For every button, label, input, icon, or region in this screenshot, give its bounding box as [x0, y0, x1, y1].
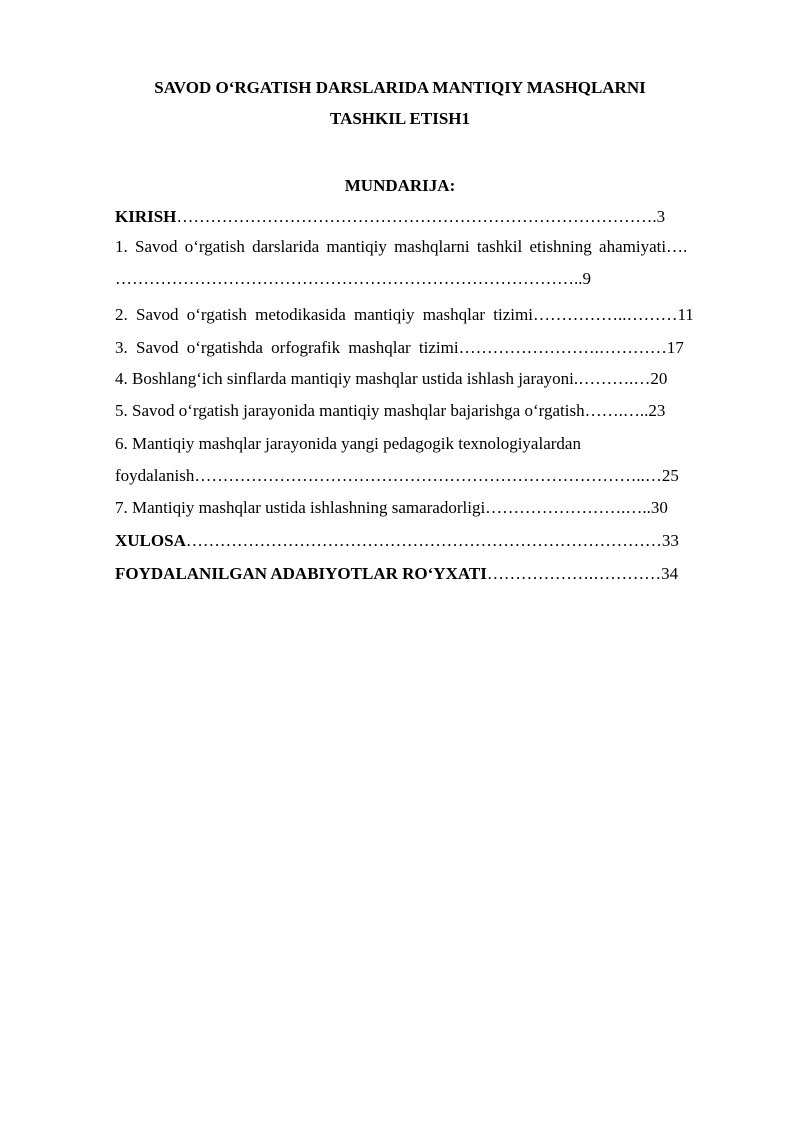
toc-page-number: 33 — [661, 531, 679, 550]
toc-entry-2 — [115, 303, 743, 327]
toc-entry-4 — [115, 367, 743, 391]
toc-entry-label: 7. Mantiqiy mashqlar ustida ishlashning samaradorligi — [115, 498, 486, 517]
toc-page-number: 23 — [648, 401, 666, 420]
toc-leader-dots: ……………………………………………………………………..… — [194, 466, 662, 485]
toc-entry-label: KIRISH — [115, 207, 177, 226]
toc-entry-5 — [115, 399, 743, 423]
toc-page-number: 3 — [656, 207, 666, 226]
toc-entry-3 — [115, 336, 743, 360]
toc-page-number: 9 — [582, 269, 591, 288]
toc-page-number: 34 — [661, 564, 679, 583]
toc-entry-1-continued — [115, 267, 743, 291]
toc-page-number: 25 — [661, 466, 679, 485]
toc-entry-label: FOYDALANILGAN ADABIYOTLAR RO‘YXATI — [115, 564, 487, 583]
toc-leader-dots: …………………….………… — [458, 338, 667, 357]
toc-leader-dots: …………………………………………………………………………. — [176, 207, 657, 226]
toc-page-number: 17 — [666, 338, 684, 357]
toc-page-number: 11 — [677, 305, 694, 324]
toc-entry-label: 1. Savod o‘rgatish darslarida mantiqiy mashqlarni tashkil etishning ahamiyati…. — [115, 237, 688, 256]
toc-heading: MUNDARIJA: — [344, 176, 456, 195]
toc-entry-kirish — [115, 205, 743, 229]
toc-entry-6 — [115, 432, 743, 456]
toc-entry-label: 6. Mantiqiy mashqlar jarayonida yangi pedagogik texnologiyalardan — [115, 434, 581, 453]
document-title-line-1: SAVOD O‘RGATISH DARSLARIDA MANTIQIY MASHQLARNI — [154, 78, 646, 97]
toc-entry-label: 5. Savod o‘rgatish jarayonida mantiqiy mashqlar bajarishga o‘rgatish — [115, 401, 585, 420]
document-title-line-2: TASHKIL ETISH1 — [330, 109, 470, 128]
toc-entry-xulosa — [115, 529, 743, 553]
toc-entry-label: 2. Savod o‘rgatish metodikasida mantiqiy mashqlar tizimi — [115, 305, 533, 324]
toc-entry-6-continued — [115, 464, 743, 488]
toc-entry-label: foydalanish — [115, 466, 195, 485]
toc-leader-dots: …….….. — [584, 401, 649, 420]
toc-leader-dots: ………………………………………………………………………… — [185, 531, 662, 550]
toc-leader-dots: ……….… — [578, 369, 651, 388]
toc-leader-dots: ……………….………… — [486, 564, 662, 583]
toc-leader-dots: …………………….….. — [485, 498, 651, 517]
toc-leader-dots: ……………..……… — [532, 305, 678, 324]
toc-entry-7 — [115, 496, 743, 520]
toc-entry-1 — [115, 235, 743, 259]
toc-entry-label: 3. Savod o‘rgatishda orfografik mashqlar tizimi — [115, 338, 459, 357]
toc-page-number: 30 — [650, 498, 668, 517]
toc-entry-label: XULOSA — [115, 531, 186, 550]
toc-leader-dots: ……………………………………………………………………….. — [115, 269, 583, 288]
toc-entry-label: 4. Boshlang‘ich sinflarda mantiqiy mashqlar ustida ishlash jarayoni. — [115, 369, 579, 388]
toc-page-number: 20 — [650, 369, 668, 388]
toc-entry-references — [115, 562, 743, 586]
